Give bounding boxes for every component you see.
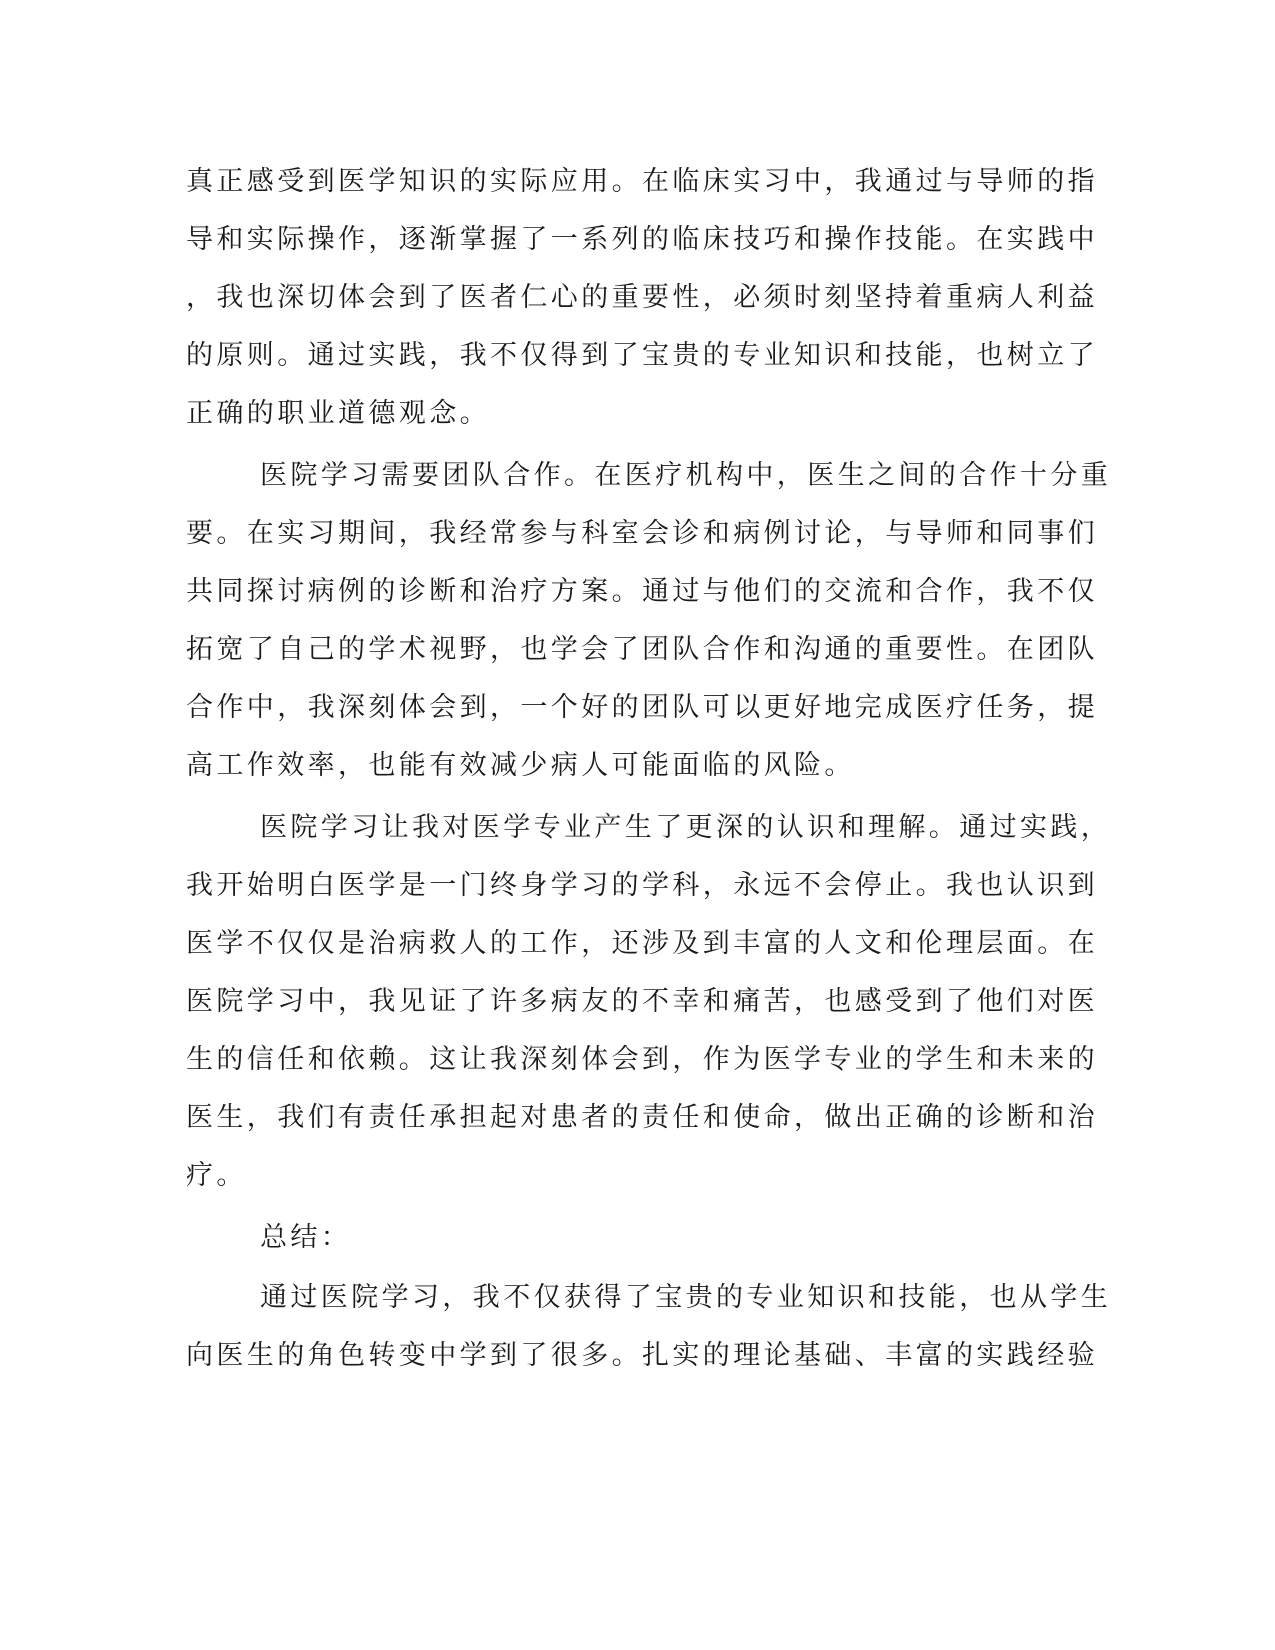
text-line: 高工作效率，也能有效减少病人可能面临的风险。	[186, 750, 855, 781]
text-line: 合作中，我深刻体会到，一个好的团队可以更好地完成医疗任务，提	[186, 692, 1098, 723]
paragraph-first-line: 通过医院学习，我不仅获得了宝贵的专业知识和技能，也从学生	[260, 1282, 1112, 1313]
text-line: 向医生的角色转变中学到了很多。扎实的理论基础、丰富的实践经验	[186, 1340, 1098, 1371]
text-line: 医学不仅仅是治病救人的工作，还涉及到丰富的人文和伦理层面。在	[186, 928, 1098, 959]
text-line: 疗。	[186, 1160, 247, 1191]
text-line: 的原则。通过实践，我不仅得到了宝贵的专业知识和技能，也树立了	[186, 340, 1098, 371]
text-line: 生的信任和依赖。这让我深刻体会到，作为医学专业的学生和未来的	[186, 1044, 1098, 1075]
text-line: 要。在实习期间，我经常参与科室会诊和病例讨论，与导师和同事们	[186, 518, 1098, 549]
text-line: ，我也深切体会到了医者仁心的重要性，必须时刻坚持着重病人利益	[186, 282, 1098, 313]
paragraph-first-line: 医院学习需要团队合作。在医疗机构中，医生之间的合作十分重	[260, 460, 1112, 491]
text-line: 共同探讨病例的诊断和治疗方案。通过与他们的交流和合作，我不仅	[186, 576, 1098, 607]
text-line: 导和实际操作，逐渐掌握了一系列的临床技巧和操作技能。在实践中	[186, 224, 1098, 255]
text-line: 真正感受到医学知识的实际应用。在临床实习中，我通过与导师的指	[186, 166, 1098, 197]
text-line: 正确的职业道德观念。	[186, 398, 490, 429]
summary-heading: 总结：	[260, 1222, 352, 1253]
text-line: 医生，我们有责任承担起对患者的责任和使命，做出正确的诊断和治	[186, 1102, 1098, 1133]
text-line: 拓宽了自己的学术视野，也学会了团队合作和沟通的重要性。在团队	[186, 634, 1098, 665]
text-line: 医院学习中，我见证了许多病友的不幸和痛苦，也感受到了他们对医	[186, 986, 1098, 1017]
paragraph-first-line: 医院学习让我对医学专业产生了更深的认识和理解。通过实践，	[260, 812, 1112, 843]
text-line: 我开始明白医学是一门终身学习的学科，永远不会停止。我也认识到	[186, 870, 1098, 901]
